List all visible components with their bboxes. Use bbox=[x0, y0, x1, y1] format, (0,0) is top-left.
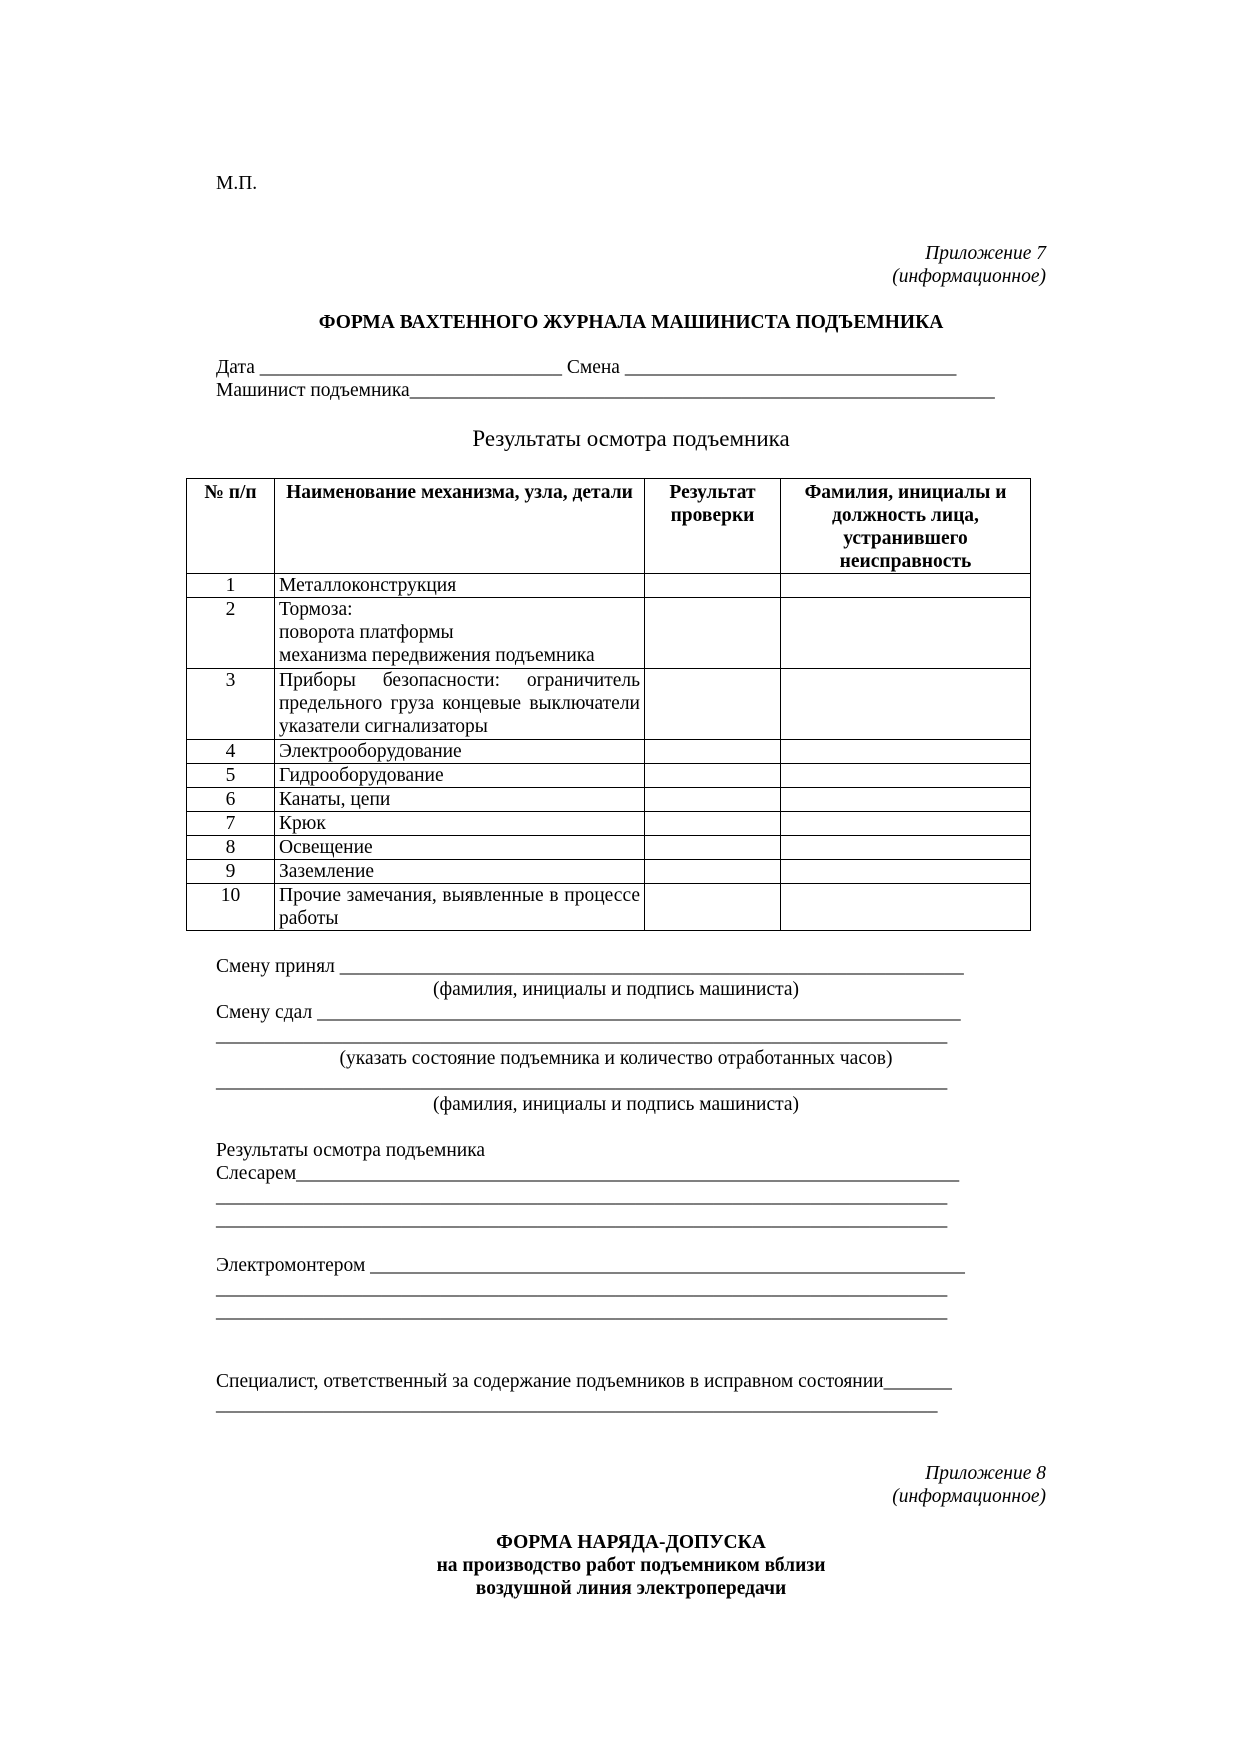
row-responsible-cell bbox=[781, 764, 1031, 788]
row-result-cell bbox=[645, 669, 781, 740]
header-number: № п/п bbox=[187, 479, 275, 574]
mechanic-field: Слесарем____________________________________________________________________ bbox=[216, 1163, 960, 1184]
permit-subtitle-2: воздушной линия электропередачи bbox=[475, 1578, 787, 1599]
row-responsible-cell bbox=[781, 788, 1031, 812]
permit-subtitle-1: на производство работ подъемником вблизи bbox=[436, 1555, 826, 1576]
row-number: 2 bbox=[187, 598, 275, 669]
row-name: Металлоконструкция bbox=[275, 574, 645, 598]
table-row bbox=[187, 740, 1031, 764]
table-row bbox=[187, 669, 1031, 740]
electrician-field: Электромонтером _____________________________________________________________ bbox=[216, 1255, 965, 1276]
table-row bbox=[187, 598, 1031, 669]
row-result-cell bbox=[645, 884, 781, 931]
row-number: 6 bbox=[187, 788, 275, 812]
inspection-table bbox=[186, 478, 1031, 931]
appendix-7-label: Приложение 7 bbox=[925, 243, 1046, 264]
row-responsible-cell bbox=[781, 836, 1031, 860]
row-name: Приборы безопасности: ограничитель предельного груза концевые выключатели указатели сигнализаторы bbox=[275, 669, 645, 740]
mechanic-blank-line-2: ___________________________________________________________________________ bbox=[216, 1209, 948, 1230]
row-name: Освещение bbox=[275, 836, 645, 860]
row-result-cell bbox=[645, 598, 781, 669]
row-result-cell bbox=[645, 788, 781, 812]
row-result-cell bbox=[645, 836, 781, 860]
row-name: Заземление bbox=[275, 860, 645, 884]
electrician-blank-line-2: ___________________________________________________________________________ bbox=[216, 1301, 948, 1322]
header-name: Наименование механизма, узла, детали bbox=[275, 479, 645, 574]
row-name: Канаты, цепи bbox=[275, 788, 645, 812]
shift-handed-caption: (фамилия, инициалы и подпись машиниста) bbox=[432, 1094, 800, 1115]
appendix-7-type: (информационное) bbox=[892, 266, 1046, 287]
row-number: 4 bbox=[187, 740, 275, 764]
row-result-cell bbox=[645, 740, 781, 764]
shift-state-caption: (указать состояние подъемника и количество отработанных часов) bbox=[339, 1048, 893, 1069]
form-title: ФОРМА ВАХТЕННОГО ЖУРНАЛА МАШИНИСТА ПОДЪЕМНИКА bbox=[318, 312, 944, 333]
appendix-8-label: Приложение 8 bbox=[925, 1463, 1046, 1484]
mechanic-blank-line-1: ___________________________________________________________________________ bbox=[216, 1186, 948, 1207]
row-responsible-cell bbox=[781, 812, 1031, 836]
shift-accepted-field: Смену принял ________________________________________________________________ bbox=[216, 956, 964, 977]
row-name: Электрооборудование bbox=[275, 740, 645, 764]
shift-blank-line-1: ___________________________________________________________________________ bbox=[216, 1025, 948, 1046]
operator-field: Машинист подъемника____________________________________________________________ bbox=[216, 380, 995, 401]
appendix-8-type: (информационное) bbox=[892, 1486, 1046, 1507]
row-number: 10 bbox=[187, 884, 275, 931]
table-row bbox=[187, 574, 1031, 598]
table-title: Результаты осмотра подъемника bbox=[472, 426, 790, 451]
table-row bbox=[187, 788, 1031, 812]
table-row bbox=[187, 812, 1031, 836]
row-number: 9 bbox=[187, 860, 275, 884]
row-responsible-cell bbox=[781, 740, 1031, 764]
date-shift-field: Дата _______________________________ Смена __________________________________ bbox=[216, 357, 957, 378]
row-responsible-cell bbox=[781, 669, 1031, 740]
row-number: 5 bbox=[187, 764, 275, 788]
inspection-results-title: Результаты осмотра подъемника bbox=[216, 1140, 486, 1161]
shift-blank-line-2: ___________________________________________________________________________ bbox=[216, 1071, 948, 1092]
table-row bbox=[187, 764, 1031, 788]
table-header-row bbox=[187, 479, 1031, 574]
table-row bbox=[187, 860, 1031, 884]
table-row bbox=[187, 884, 1031, 931]
table-row bbox=[187, 836, 1031, 860]
row-name: Тормоза: поворота платформы механизма передвижения подъемника bbox=[275, 598, 645, 669]
row-number: 7 bbox=[187, 812, 275, 836]
row-responsible-cell bbox=[781, 860, 1031, 884]
row-result-cell bbox=[645, 764, 781, 788]
specialist-field: Специалист, ответственный за содержание подъемников в исправном состоянии_______ bbox=[216, 1371, 952, 1392]
row-name: Прочие замечания, выявленные в процессе работы bbox=[275, 884, 645, 931]
electrician-blank-line-1: ___________________________________________________________________________ bbox=[216, 1278, 948, 1299]
row-name: Крюк bbox=[275, 812, 645, 836]
row-number: 8 bbox=[187, 836, 275, 860]
row-responsible-cell bbox=[781, 598, 1031, 669]
header-result: Результат проверки bbox=[645, 479, 781, 574]
row-responsible-cell bbox=[781, 574, 1031, 598]
row-result-cell bbox=[645, 574, 781, 598]
row-result-cell bbox=[645, 812, 781, 836]
permit-title: ФОРМА НАРЯДА-ДОПУСКА bbox=[496, 1532, 766, 1553]
stamp-label: М.П. bbox=[216, 173, 258, 194]
row-name: Гидрооборудование bbox=[275, 764, 645, 788]
specialist-blank-line: __________________________________________________________________________ bbox=[216, 1394, 938, 1415]
shift-handed-field: Смену сдал __________________________________________________________________ bbox=[216, 1002, 961, 1023]
row-number: 1 bbox=[187, 574, 275, 598]
header-responsible: Фамилия, инициалы и должность лица, устранившего неисправность bbox=[781, 479, 1031, 574]
row-number: 3 bbox=[187, 669, 275, 740]
row-responsible-cell bbox=[781, 884, 1031, 931]
shift-accepted-caption: (фамилия, инициалы и подпись машиниста) bbox=[432, 979, 800, 1000]
row-result-cell bbox=[645, 860, 781, 884]
